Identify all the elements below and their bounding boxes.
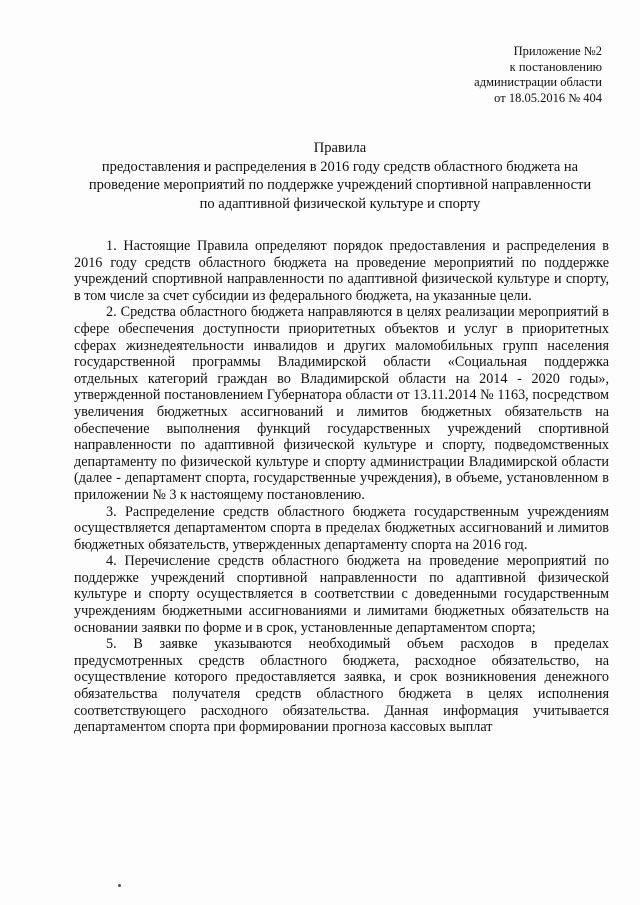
scan-speck: [118, 884, 121, 887]
appendix-line-1: Приложение №2: [513, 44, 602, 58]
title-line-3: по адаптивной физической культуре и спорту: [199, 195, 481, 212]
paragraph-4: 4. Перечисление средств областного бюджета на проведение мероприятий по поддержке учреждений спортивной направленности по адаптивной физической культуре и спорту осуществляется в соответствии с доведенными государственным учреждениям бюджетными ассигнованиями и лимитами бюджетных обязательств на основании заявки по форме и в срок, установленные департаментом спорта;: [74, 553, 609, 636]
paragraph-5: 5. В заявке указываются необходимый объем расходов в пределах предусмотренных средств областного бюджета, расходное обязательство, на осуществление которого предоставляется заявка, и срок возникновения денежного обязательства получателя средств областного бюджета в целях исполнения соответствующего расходного обязательства. Данная информация учитывается департаментом спорта при формировании прогноза кассовых выплат: [74, 636, 609, 736]
title-heading: Правила: [313, 140, 367, 156]
paragraph-1: 1. Настоящие Правила определяют порядок предоставления и распределения в 2016 году средств областного бюджета на проведение мероприятий по поддержке учреждений спортивной направленности по адаптивной физической культуре и спорту, в том числе за счет субсидии из федерального бюджета, на указанные цели.: [74, 238, 609, 304]
appendix-line-4: от 18.05.2016 № 404: [494, 90, 602, 105]
appendix-note: [402, 44, 602, 106]
paragraph-2: 2. Средства областного бюджета направляются в целях реализации мероприятий в сфере обеспечения доступности приоритетных объектов и услуг в приоритетных сферах жизнедеятельности инвалидов и других маломобильных групп населения государственной программы Владимирской области «Социальная поддержка отдельных категорий граждан во Владимирской области на 2014 - 2020 годы», утвержденной постановлением Губернатора области от 13.11.2014 № 1163, посредством увеличения бюджетных ассигнований и лимитов бюджетных обязательств на обеспечение выполнения функций государственных учреждений спортивной направленности по адаптивной физической культуре и спорту, подведомственных департаменту по физической культуре и спорту администрации Владимирской области (далее - департамент спорта, государственные учреждения), в объеме, установленном в приложении № 3 к настоящему постановлению.: [74, 304, 609, 503]
document-body: [74, 238, 609, 736]
appendix-line-3: администрации области: [474, 75, 602, 89]
title-line-1: предоставления и распределения в 2016 году средств областного бюджета на: [101, 158, 579, 175]
paragraph-3: 3. Распределение средств областного бюджета государственным учреждениям осуществляется департаментом спорта в пределах бюджетных ассигнований и лимитов бюджетных обязательств, утвержденных департаменту спорта на 2016 год.: [74, 503, 609, 553]
document-title: [60, 139, 620, 213]
appendix-line-2: к постановлению: [509, 59, 602, 74]
title-line-2: проведение мероприятий по поддержке учреждений спортивной направленности: [88, 177, 592, 193]
